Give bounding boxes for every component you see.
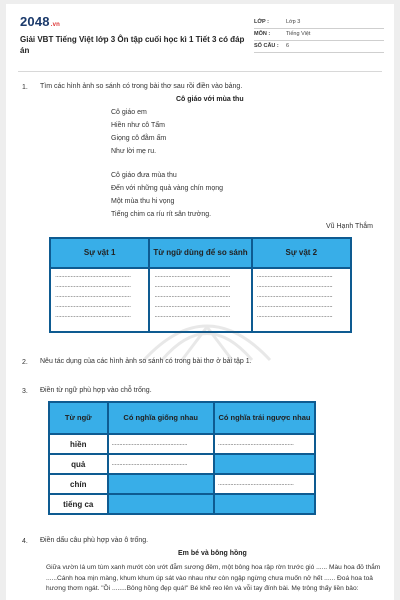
passage-text: Giữa vườn lá um tùm xanh mướt còn ướt đẫm sương đêm, một bông hoa rập rờn trước gió ...... Màu hoa đỏ thắm ......Cánh hoa mịn màng, khum khum úp sát vào nhau như còn ngập ngừng chưa muốn nở hết ...... Đoá hoa toả hương thơm ngát. "Ồi ........Bông hồng đẹp quá!" Bé khẽ reo lên và vỗi tay đính bài. Mẹ trông thấy liền bảo: bbox=[46, 564, 381, 592]
document-page bbox=[6, 4, 394, 600]
question-2-number: 2. bbox=[22, 359, 28, 366]
poem-title: Cô giáo với mùa thu bbox=[176, 96, 244, 103]
answer-cell[interactable]: ................................................. bbox=[108, 434, 214, 454]
poem-line: Cô giáo em bbox=[111, 109, 147, 116]
word-cell: chín bbox=[49, 474, 108, 494]
document-header bbox=[6, 4, 394, 66]
word-cell: quả bbox=[49, 454, 108, 474]
table-row bbox=[49, 434, 315, 454]
document-title: Giải VBT Tiếng Việt lớp 3 Ôn tập cuối học kì 1 Tiết 3 có đáp án bbox=[20, 35, 245, 55]
table-row bbox=[49, 494, 315, 514]
meta-info bbox=[254, 17, 384, 53]
table-row bbox=[49, 474, 315, 494]
word-cell: tiếng ca bbox=[49, 494, 108, 514]
word-cell: hiền bbox=[49, 434, 108, 454]
passage-title: Em bé và bông hồng bbox=[178, 550, 247, 557]
answer-cell[interactable]: ................................................. bbox=[214, 474, 315, 494]
table-header: Sự vật 1 bbox=[50, 238, 149, 268]
question-2-prompt: Nêu tác dụng của các hình ảnh so sánh có trong bài thơ ở bài tập 1. bbox=[40, 358, 252, 365]
answer-cell[interactable]: ................................................. ................................................. ................................................. ................................................. ................................................. bbox=[149, 268, 251, 332]
answer-cell[interactable]: ................................................. bbox=[214, 434, 315, 454]
poem-line: Như lời mẹ ru. bbox=[111, 148, 157, 155]
question-3-prompt: Điền từ ngữ phù hợp vào chỗ trống. bbox=[40, 387, 152, 394]
table-header: Từ ngữ bbox=[49, 402, 108, 434]
table-header: Sự vật 2 bbox=[252, 238, 351, 268]
watermark-logo bbox=[142, 302, 272, 362]
poem-line: Hiền như cô Tấm bbox=[111, 122, 165, 129]
answer-cell[interactable]: ................................................. ................................................. ................................................. ................................................. ................................................. bbox=[50, 268, 149, 332]
site-logo[interactable]: 2048.vn bbox=[20, 14, 61, 29]
meta-subject: MÔN : Tiếng Việt bbox=[254, 29, 384, 41]
meta-grade: LỚP : Lớp 3 bbox=[254, 17, 384, 29]
poem-line: Đến với những quả vàng chín mọng bbox=[111, 185, 224, 192]
table-header: Từ ngữ dùng để so sánh bbox=[149, 238, 251, 268]
question-3-number: 3. bbox=[22, 388, 28, 395]
shaded-cell bbox=[108, 494, 214, 514]
answer-cell[interactable]: ................................................. ................................................. ................................................. ................................................. ................................................. bbox=[252, 268, 351, 332]
question-4-prompt: Điền dấu câu phù hợp vào ô trống. bbox=[40, 537, 149, 544]
table-row bbox=[49, 454, 315, 474]
poem-line: Một mùa thu hi vọng bbox=[111, 198, 175, 205]
question-1-number: 1. bbox=[22, 84, 28, 91]
shaded-cell bbox=[108, 474, 214, 494]
question-4-number: 4. bbox=[22, 538, 28, 545]
poem-line: Tiếng chim ca ríu rít sân trường. bbox=[111, 211, 212, 218]
shaded-cell bbox=[214, 494, 315, 514]
poem-line: Giọng cô đằm ấm bbox=[111, 135, 167, 142]
poem-line: Cô giáo đưa mùa thu bbox=[111, 172, 177, 179]
shaded-cell bbox=[214, 454, 315, 474]
divider bbox=[18, 71, 382, 72]
table-header: Có nghĩa giống nhau bbox=[108, 402, 214, 434]
poem-author: Vũ Hạnh Thắm bbox=[326, 223, 373, 230]
synonym-antonym-table bbox=[48, 401, 316, 515]
question-1-prompt: Tìm các hình ảnh so sánh có trong bài thơ sau rồi điền vào bảng. bbox=[40, 83, 243, 90]
table-header: Có nghĩa trái ngược nhau bbox=[214, 402, 315, 434]
meta-question-count: SỐ CÂU : 6 bbox=[254, 41, 384, 53]
answer-cell[interactable]: ................................................. bbox=[108, 454, 214, 474]
